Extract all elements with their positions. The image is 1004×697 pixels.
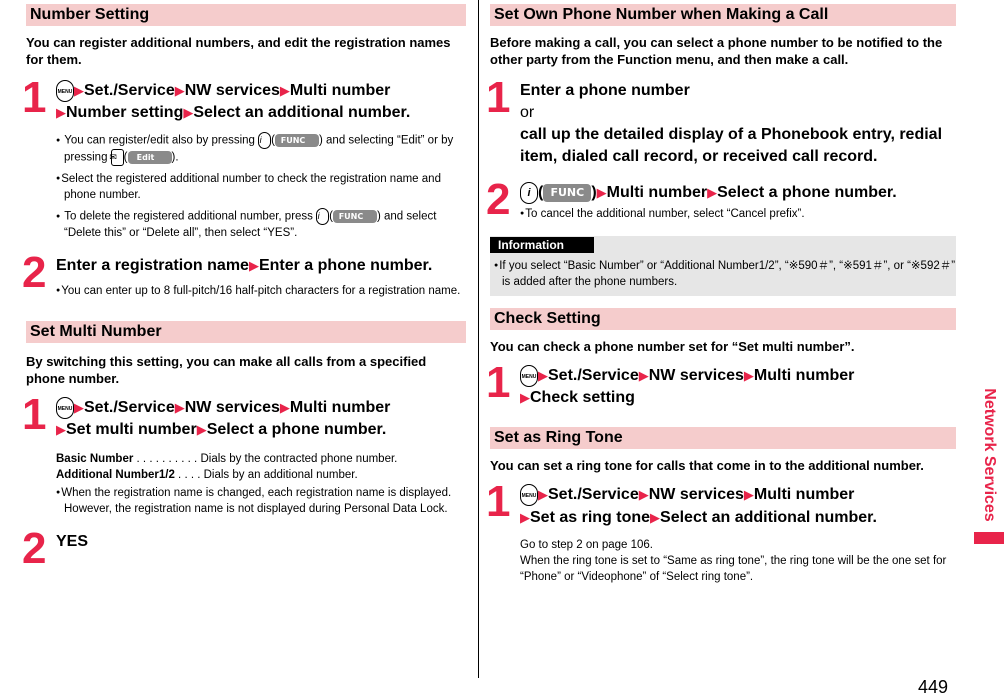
step-part: Check setting [530,389,635,407]
step-instruction: call up the detailed display of a Phonebook entry, redial item, dialed call record, or received call record. [520,126,943,165]
note-text: You can register/edit also by pressing [64,134,255,147]
chapter-tab [975,380,1003,530]
arrow-icon: ▶ [174,83,185,99]
arrow-icon: ▶ [74,83,84,99]
step-number: 1 [486,358,511,408]
step-part: NW services [648,367,744,385]
step-part: Set./Service [84,399,175,417]
step-instruction [56,255,466,277]
arrow-icon: ▶ [520,390,530,406]
step-instruction [520,365,956,409]
step-number: 1 [486,73,511,122]
intro-text: You can check a phone number set for “Set multi number”. [490,339,855,355]
note-text: and select “Delete this” or “Delete all”, then select “YES”. [64,210,437,240]
step-2 [22,524,466,574]
information-label: Information [490,237,594,253]
arrow-icon: ▶ [538,487,548,503]
arrow-icon: ▶ [638,368,649,384]
leader-dots: . . . . [174,469,204,482]
step-instruction [520,182,956,204]
set-multi-number-section [22,321,466,574]
chapter-tab-marker [974,532,1004,544]
note-bullet: ● If you select “Basic Number” or “Additional Number1/2”, “※590＃”, “※591＃”, or “※592＃” is added after the phone numbers. [490,258,956,290]
step-part: Select an additional number. [660,508,877,526]
information-box [490,236,956,296]
step-1 [486,73,956,168]
option-term: Additional Number1/2 [56,469,175,482]
set-own-number-section [486,4,956,224]
option-term: Basic Number [56,453,134,466]
option-row [56,451,466,467]
step-part: Multi number [753,367,855,385]
leader-dots: . . . . . . . . . . [133,453,201,466]
step-instruction: Enter a phone number [520,82,690,99]
arrow-icon: ▶ [638,487,649,503]
note-text: Go to step 2 on page 106. [520,538,653,551]
menu-key-icon: MENU [56,397,74,419]
step-part: NW services [648,486,744,504]
step-1 [22,390,466,517]
step-2 [22,248,466,299]
step-part: Set as ring tone [530,508,651,526]
note-bullet [56,132,466,166]
option-row [56,467,466,483]
step-instruction [520,484,956,528]
section-header-set-own-number: Set Own Phone Number when Making a Call [490,4,956,26]
section-header-check-setting: Check Setting [490,308,956,330]
note-bullet: ● When the registration name is changed, each registration name is displayed. However, the registration name is not displayed during Personal Data Lock. [56,485,466,517]
step-part: Multi number [289,82,391,100]
mail-key-icon: ✉ [111,149,124,166]
paren: ( [538,184,544,202]
note-text: To delete the registered additional number, press [64,210,313,223]
arrow-icon: ▶ [56,422,66,438]
step-instruction: YES [56,533,89,551]
step-instruction [56,397,466,441]
paren: ( [271,134,275,147]
step-part: NW services [184,399,280,417]
step-part: Multi number [289,399,391,417]
right-column [486,0,956,585]
option-list [56,451,466,483]
step-part: Enter a registration name [56,257,249,275]
step-number: 1 [22,390,47,440]
edit-soft-key-icon: Edit [128,151,172,164]
arrow-icon: ▶ [538,368,548,384]
arrow-icon: ▶ [279,400,290,416]
i-mode-key-icon: i [316,208,329,225]
intro-text: By switching this setting, you can make all calls from a specified phone number. [26,354,427,387]
arrow-icon: ▶ [74,400,84,416]
arrow-icon: ▶ [196,422,207,438]
step-part: Multi number [753,486,855,504]
chapter-tab-label: Network Services [981,388,998,522]
step-2 [486,175,956,224]
func-soft-key-icon: FUNC [333,210,377,223]
page-number: 449 [918,677,949,697]
paren: ( [123,151,128,164]
func-soft-key-icon: FUNC [275,134,319,147]
step-1 [486,358,956,409]
note-text: and selecting “Edit” or by pressing [64,134,454,164]
note-text: When the ring tone is set to “Same as ring tone”, the ring tone will be the one set for “Phone” or “Videophone” of “Select ring tone”. [520,554,947,583]
i-mode-key-icon: i [258,132,271,149]
arrow-icon: ▶ [183,105,194,121]
section-header-number-setting: Number Setting [26,4,466,26]
step-part: Select a phone number. [206,421,387,439]
intro-text: You can register additional numbers, and edit the registration names for them. [26,35,451,67]
step-part: NW services [184,82,280,100]
intro-text: You can set a ring tone for calls that come in to the additional number. [490,458,924,474]
option-description: Dials by an additional number. [203,469,358,482]
paren: ) [376,210,384,223]
or-text: or [520,104,535,121]
step-part: Select a phone number. [717,184,897,202]
step-instruction [56,80,466,124]
arrow-icon: ▶ [743,487,754,503]
step-1 [22,73,466,241]
left-column [22,0,466,574]
arrow-icon: ▶ [56,105,66,121]
step-part: Enter a phone number. [258,257,433,275]
step-part: Multi number [606,184,708,202]
step-number: 2 [22,524,47,574]
paren: ) [319,134,327,147]
step-part: Set./Service [84,82,175,100]
arrow-icon: ▶ [743,368,754,384]
note-bullet: ● Select the registered additional number to check the registration name and phone number. [56,171,466,203]
arrow-icon: ▶ [707,185,718,201]
arrow-icon: ▶ [520,509,530,525]
column-divider [478,0,479,678]
menu-key-icon: MENU [520,365,538,387]
step-part: Set multi number [66,421,197,439]
arrow-icon: ▶ [650,509,661,525]
menu-key-icon: MENU [56,80,74,102]
step-number: 1 [22,73,47,122]
i-mode-key-icon: i [520,182,538,204]
paren: ) [591,184,597,202]
func-soft-key-icon: FUNC [543,184,591,202]
note-bullet [56,208,466,241]
arrow-icon: ▶ [596,185,607,201]
arrow-icon: ▶ [248,258,259,274]
option-description: Dials by the contracted phone number. [200,453,398,466]
step-part: Number setting [66,104,184,122]
section-header-set-multi-number: Set Multi Number [26,321,466,343]
step-part: Set./Service [548,486,639,504]
arrow-icon: ▶ [279,83,290,99]
intro-text: Before making a call, you can select a phone number to be notified to the other party from the Function menu, and then make a call. [490,35,943,67]
step-part: Select an additional number. [193,104,411,122]
step-number: 1 [486,477,511,527]
step-number: 2 [486,175,511,224]
step-part: Set./Service [548,367,639,385]
section-header-set-as-ring-tone: Set as Ring Tone [490,427,956,449]
number-setting-section [22,4,466,299]
note-bullet: ● You can enter up to 8 full-pitch/16 half-pitch characters for a registration name. [56,283,466,299]
paren: ( [329,210,333,223]
arrow-icon: ▶ [174,400,185,416]
step-1 [486,477,956,584]
step-number: 2 [22,248,47,298]
menu-key-icon: MENU [520,484,538,506]
paren: ). [171,151,179,164]
note-bullet: ● To cancel the additional number, select “Cancel prefix”. [520,206,956,222]
check-setting-section [486,308,956,409]
ring-tone-section [486,427,956,584]
